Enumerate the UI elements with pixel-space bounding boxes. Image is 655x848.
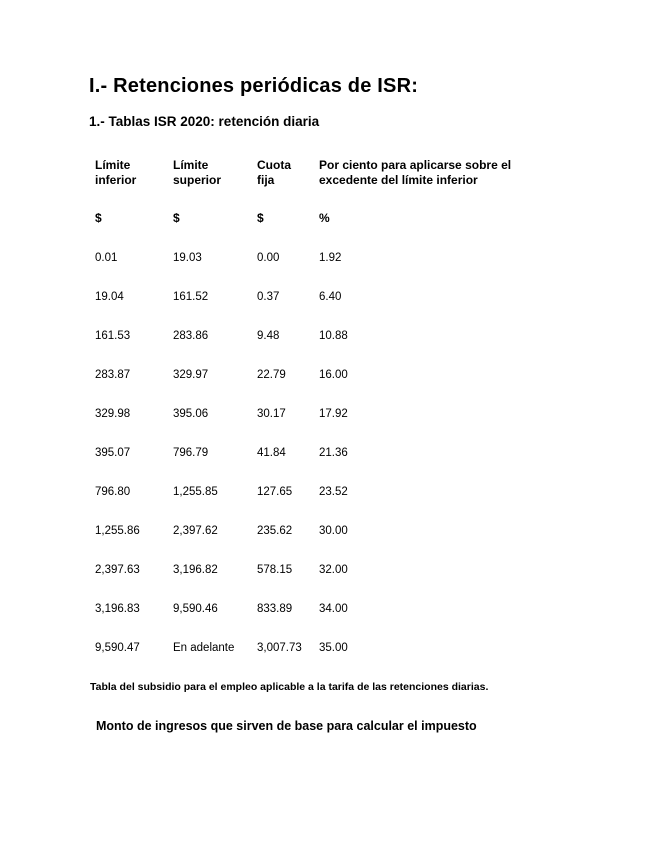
cell-limite-superior: 1,255.85	[173, 486, 218, 498]
next-section-heading: Monto de ingresos que sirven de base para calcular el impuesto	[96, 719, 477, 733]
table-row	[95, 407, 539, 446]
cell-limite-superior: 796.79	[173, 447, 209, 459]
column-header-line: excedente del límite inferior	[319, 173, 478, 187]
cell-por-ciento: 30.00	[319, 525, 348, 537]
cell-por-ciento: 1.92	[319, 252, 342, 264]
cell-cuota-fija: 30.17	[257, 408, 286, 420]
subsidy-note: Tabla del subsidio para el empleo aplicable a la tarifa de las retenciones diarias.	[90, 681, 489, 693]
column-header-cuota-fija	[257, 158, 319, 188]
unit-cell: %	[319, 211, 330, 225]
column-header-line: inferior	[95, 173, 137, 187]
cell-cuota-fija: 3,007.73	[257, 642, 302, 654]
cell-cuota-fija: 41.84	[257, 447, 286, 459]
cell-limite-inferior: 283.87	[95, 369, 131, 381]
column-header-line: fija	[257, 173, 275, 187]
cell-cuota-fija: 578.15	[257, 564, 293, 576]
cell-limite-inferior: 0.01	[95, 252, 118, 264]
column-header-line: Límite	[173, 158, 209, 172]
table-row	[95, 290, 539, 329]
cell-cuota-fija: 235.62	[257, 525, 293, 537]
cell-limite-inferior: 2,397.63	[95, 564, 140, 576]
cell-limite-superior: 9,590.46	[173, 603, 218, 615]
isr-daily-retention-table	[95, 158, 539, 680]
cell-limite-inferior: 395.07	[95, 447, 131, 459]
column-header-line: Cuota	[257, 158, 291, 172]
unit-cell: $	[95, 211, 102, 225]
cell-limite-inferior: 796.80	[95, 486, 131, 498]
cell-limite-superior: 3,196.82	[173, 564, 218, 576]
page-title: I.- Retenciones periódicas de ISR:	[89, 75, 419, 97]
column-header-line: Límite	[95, 158, 131, 172]
cell-limite-superior: 161.52	[173, 291, 209, 303]
cell-por-ciento: 23.52	[319, 486, 348, 498]
cell-limite-inferior: 3,196.83	[95, 603, 140, 615]
table-row	[95, 446, 539, 485]
column-header-limite-inferior	[95, 158, 173, 188]
cell-por-ciento: 6.40	[319, 291, 342, 303]
table-row	[95, 368, 539, 407]
cell-cuota-fija: 22.79	[257, 369, 286, 381]
cell-limite-inferior: 1,255.86	[95, 525, 140, 537]
cell-cuota-fija: 127.65	[257, 486, 293, 498]
cell-por-ciento: 10.88	[319, 330, 348, 342]
cell-limite-superior: 329.97	[173, 369, 209, 381]
cell-limite-superior: 395.06	[173, 408, 209, 420]
cell-limite-superior: 283.86	[173, 330, 209, 342]
table-row	[95, 602, 539, 641]
column-header-line: Por ciento para aplicarse sobre el	[319, 158, 512, 172]
table-header-row	[95, 158, 539, 211]
cell-por-ciento: 17.92	[319, 408, 348, 420]
cell-limite-superior: En adelante	[173, 642, 235, 654]
unit-cell: $	[173, 211, 180, 225]
unit-cell: $	[257, 211, 264, 225]
table-row	[95, 329, 539, 368]
section-heading: 1.- Tablas ISR 2020: retención diaria	[89, 114, 320, 129]
cell-cuota-fija: 0.00	[257, 252, 280, 264]
table-row	[95, 563, 539, 602]
column-header-line: superior	[173, 173, 222, 187]
table-row	[95, 524, 539, 563]
cell-cuota-fija: 833.89	[257, 603, 293, 615]
cell-por-ciento: 32.00	[319, 564, 348, 576]
cell-limite-inferior: 19.04	[95, 291, 124, 303]
cell-por-ciento: 16.00	[319, 369, 348, 381]
cell-limite-inferior: 329.98	[95, 408, 131, 420]
table-row	[95, 641, 539, 680]
cell-limite-inferior: 161.53	[95, 330, 131, 342]
table-row	[95, 485, 539, 524]
column-header-por-ciento	[319, 158, 539, 188]
cell-por-ciento: 34.00	[319, 603, 348, 615]
cell-cuota-fija: 9.48	[257, 330, 280, 342]
cell-por-ciento: 21.36	[319, 447, 348, 459]
table-units-row	[95, 211, 539, 251]
column-header-limite-superior	[173, 158, 257, 188]
cell-limite-inferior: 9,590.47	[95, 642, 140, 654]
cell-limite-superior: 2,397.62	[173, 525, 218, 537]
cell-cuota-fija: 0.37	[257, 291, 280, 303]
table-row	[95, 251, 539, 290]
cell-por-ciento: 35.00	[319, 642, 348, 654]
cell-limite-superior: 19.03	[173, 252, 202, 264]
